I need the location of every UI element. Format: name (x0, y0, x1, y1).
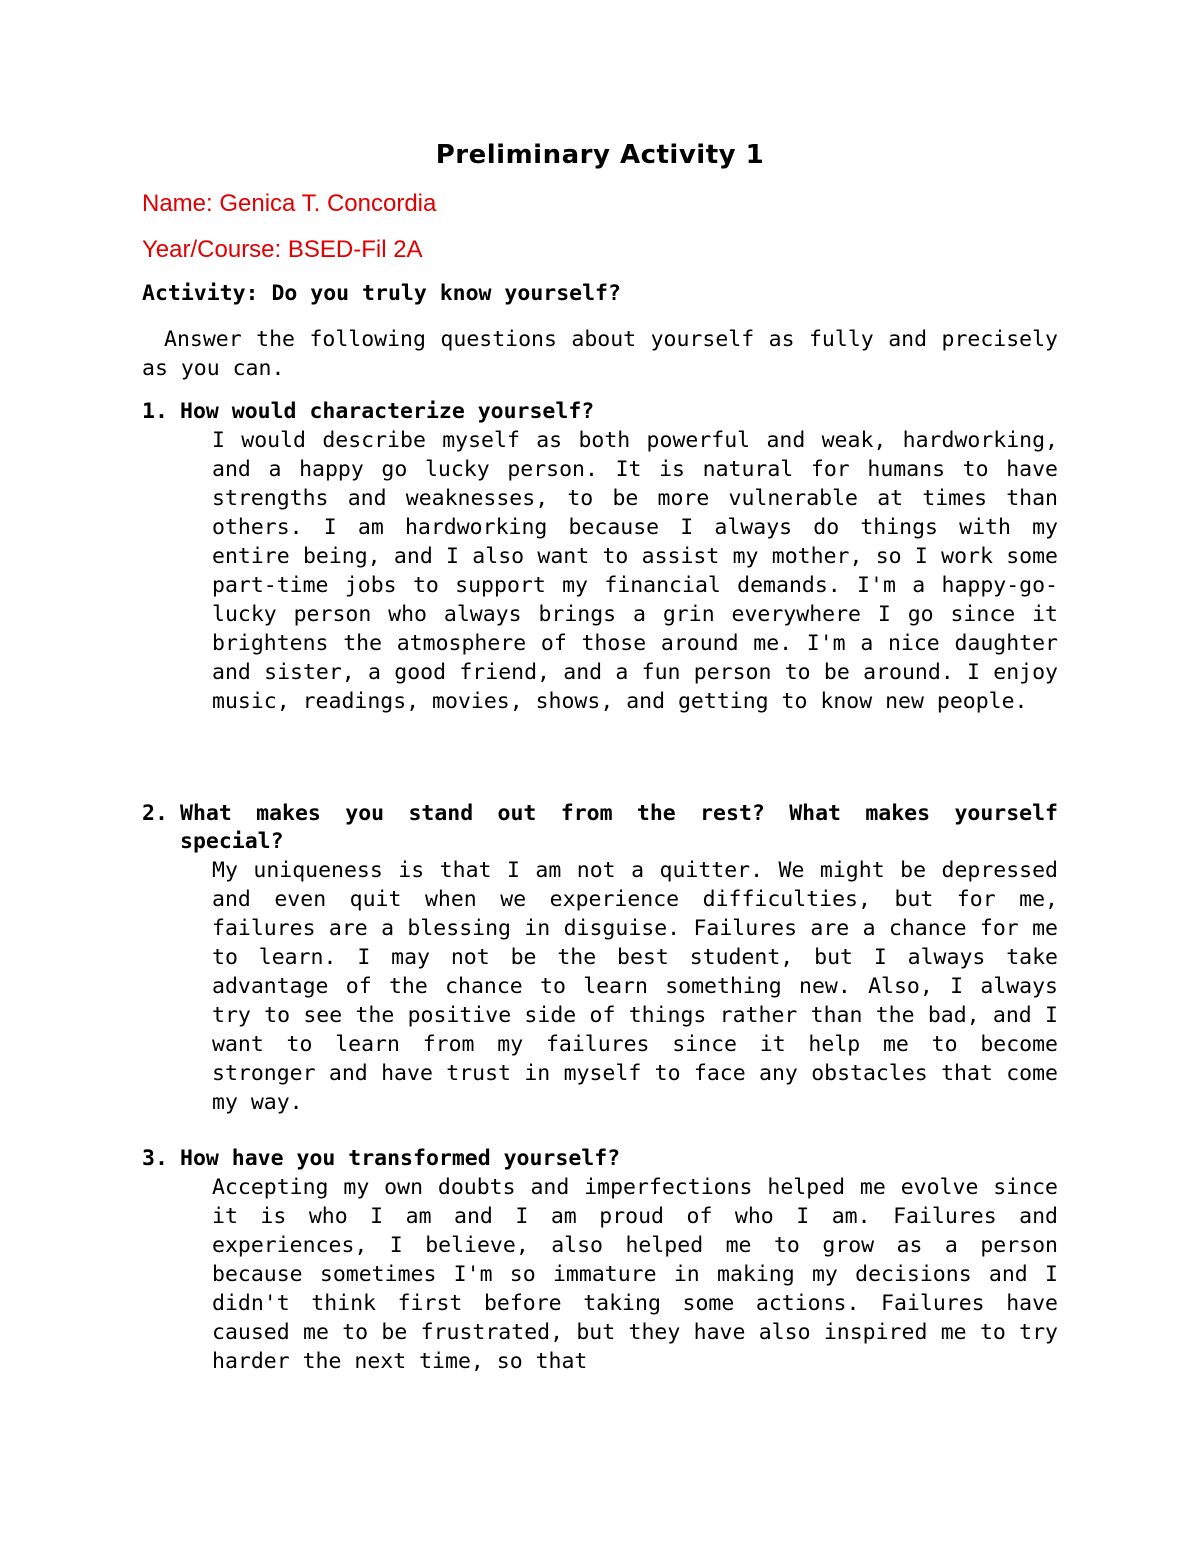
question-heading (142, 1145, 1058, 1173)
document-title: Preliminary Activity 1 (435, 140, 765, 170)
answer-text: I would describe myself as both powerful and weak, hardworking, and a happy go lucky person. It is natural for humans to have strengths and weaknesses, to be more vulnerable at times than others. I am hardworking because I always do things with my entire being, and I also want to assist my mother, so I work some part-time jobs to support my financial demands. I'm a happy-go-lucky person who always brings a grin everywhere I go since it brightens the atmosphere of those around me. I'm a nice daughter and sister, a good friend, and a fun person to be around. I enjoy music, readings, movies, shows, and getting to know new people. (212, 428, 1058, 714)
answer-text: My uniqueness is that I am not a quitter. We might be depressed and even quit when we experience difficulties, but for me, failures are a blessing in disguise. Failures are a chance for me to learn. I may not be the best student, but I always take advantage of the chance to learn something new. Also, I always try to see the positive side of things rather than the bad, and I want to learn from my failures since it help me to become stronger and have trust in myself to face any obstacles that come my way. (212, 858, 1058, 1115)
question-heading (142, 800, 1058, 856)
question-number: 2. (142, 801, 168, 826)
activity-heading: Activity: Do you truly know yourself? (142, 281, 621, 306)
question-item-3 (142, 1145, 1058, 1376)
question-item-2 (142, 800, 1058, 1117)
year-course: Year/Course: BSED-Fil 2A (142, 236, 423, 263)
question-heading (142, 398, 1058, 426)
question-item-1 (142, 398, 1058, 716)
instructions: Answer the following questions about yourself as fully and precisely as you can. (142, 327, 1058, 381)
question-text: How would characterize yourself? (180, 399, 595, 424)
question-number: 3. (142, 1146, 168, 1171)
question-text: What makes you stand out from the rest? What makes yourself special? (180, 801, 1058, 854)
question-text: How have you transformed yourself? (180, 1146, 621, 1171)
student-name: Name: Genica T. Concordia (142, 190, 437, 217)
question-number: 1. (142, 399, 168, 424)
answer-text: Accepting my own doubts and imperfections helped me evolve since it is who I am and I am proud of who I am. Failures and experiences, I believe, also helped me to grow as a person because sometimes I'm so immature in making my decisions and I didn't think first before taking some actions. Failures have caused me to be frustrated, but they have also inspired me to try harder the next time, so that (212, 1175, 1058, 1374)
